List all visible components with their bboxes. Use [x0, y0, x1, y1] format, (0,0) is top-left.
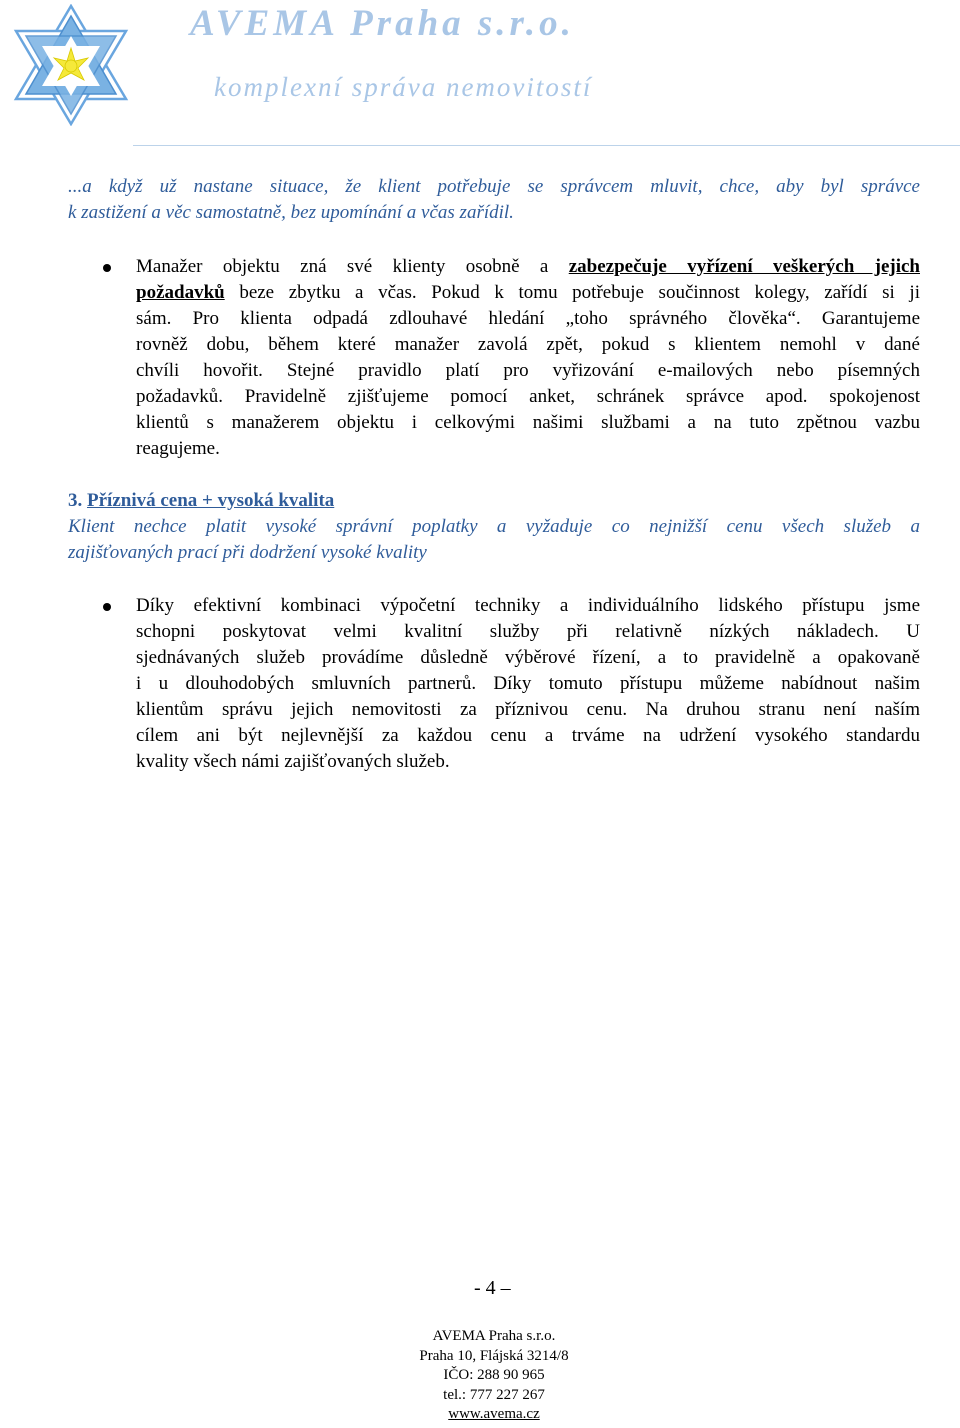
paragraph-line: reagujeme.	[136, 438, 220, 459]
paragraph-line: schopni poskytovat velmi kvalitní služby při relativně nízkých nákladech. U	[136, 621, 920, 642]
paragraph-line: klientům správu jejich nemovitosti za příznivou cenu. Na druhou stranu není naším	[136, 699, 920, 720]
text-span: beze zbytku a včas. Pokud k tomu potřebuje součinnost kolegy, zařídí si ji	[224, 282, 920, 303]
paragraph-line: cílem ani být nejlevnější za každou cenu a trváme na udržení vysokého standardu	[136, 725, 920, 746]
paragraph-line: i u dlouhodobých smluvních partnerů. Díky tomuto přístupu můžeme nabídnout našim	[136, 673, 920, 694]
section-subtitle-line: Klient nechce platit vysoké správní poplatky a vyžaduje co nejnižší cenu všech služeb a	[68, 516, 920, 537]
paragraph-line: rovněž dobu, během které manažer zavolá zpět, pokud s klientem nemohl v dané	[136, 334, 920, 355]
company-name: AVEMA Praha s.r.o.	[190, 3, 575, 44]
footer-address: Praha 10, Flájská 3214/8	[419, 1348, 569, 1364]
emphasis-text: požadavků	[136, 282, 225, 303]
paragraph-line: požadavků. Pravidelně zjišťujeme pomocí anket, schránek správce apod. spokojenost	[136, 386, 920, 407]
footer-ico: IČO: 288 90 965	[443, 1367, 545, 1383]
header-divider	[133, 145, 960, 146]
section-number: 3.	[68, 490, 83, 511]
intro-line: ...a když už nastane situace, že klient potřebuje se správcem mluvit, chce, aby byl správce	[68, 176, 920, 197]
avema-logo	[8, 4, 134, 126]
footer-phone: tel.: 777 227 267	[443, 1387, 545, 1403]
page-number: - 4 –	[474, 1277, 511, 1299]
paragraph-line: klientů s manažerem objektu i celkovými našimi službami a na tuto zpětnou vazbu	[136, 412, 920, 433]
paragraph-line: Díky efektivní kombinaci výpočetní techniky a individuálního lidského přístupu jsme	[136, 595, 920, 616]
paragraph-line: sjednávaných služeb provádíme důsledně výběrové řízení, a to pravidelně a opakovaně	[136, 647, 920, 668]
company-tagline: komplexní správa nemovitostí	[214, 72, 593, 102]
paragraph-line	[136, 282, 920, 304]
paragraph-line: kvality všech námi zajišťovaných služeb.	[136, 751, 450, 772]
section-heading	[68, 490, 334, 512]
text-span: Manažer objektu zná své klienty osobně a	[136, 256, 569, 277]
bullet-point	[103, 264, 111, 272]
paragraph-line	[136, 256, 920, 278]
intro-line: k zastižení a věc samostatně, bez upomínání a včas zařídil.	[68, 202, 514, 223]
footer-website-link[interactable]: www.avema.cz	[448, 1406, 540, 1422]
section-title: Příznivá cena + vysoká kvalita	[87, 490, 335, 511]
bullet-point	[103, 603, 111, 611]
paragraph-line: chvíli hovořit. Stejné pravidlo platí pro vyřizování e-mailových nebo písemných	[136, 360, 920, 381]
section-subtitle-line: zajišťovaných prací při dodržení vysoké kvality	[68, 542, 427, 563]
footer-company: AVEMA Praha s.r.o.	[432, 1328, 556, 1344]
paragraph-line: sám. Pro klienta odpadá zdlouhavé hledání „toho správného člověka“. Garantujeme	[136, 308, 920, 329]
emphasis-text: zabezpečuje vyřízení veškerých jejich	[568, 256, 920, 277]
